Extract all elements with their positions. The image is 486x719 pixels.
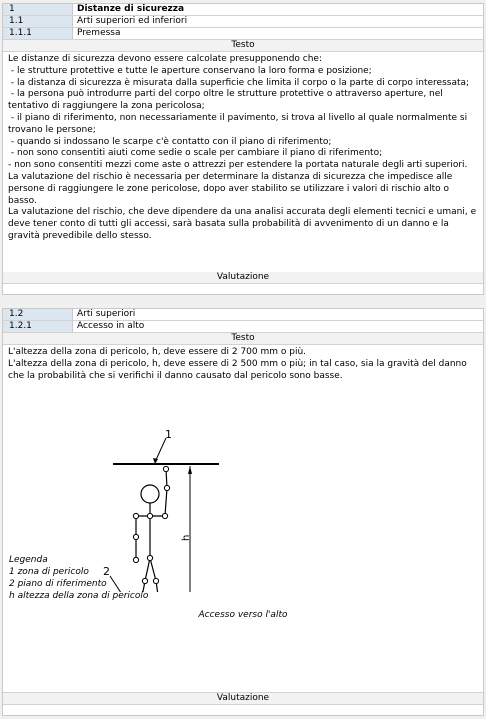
- figure-legend: [3, 554, 483, 602]
- legend-title: Legenda: [9, 555, 48, 566]
- section-number: 1.1: [3, 16, 73, 27]
- paragraph: - il piano di riferimento, non necessariamente il pavimento, si trova al livello al quale normalmente si trovano le persone;: [8, 112, 470, 135]
- valutazione-header: Valutazione: [3, 692, 483, 705]
- section-title: Arti superiori: [77, 309, 136, 319]
- paragraph: L'altezza della zona di pericolo, h, deve essere di 2 500 mm o più; in tal caso, sia la gravità del danno che la probabilità che si verifichi il danno causato dal pericolo sono basse.: [8, 358, 470, 381]
- section-title: Distanze di sicurezza: [77, 4, 185, 14]
- label-2: 2: [103, 565, 110, 579]
- label-1: 1: [165, 428, 172, 442]
- paragraph: - quando si indossano le scarpe c'è contatto con il piano di riferimento;: [8, 136, 332, 147]
- label-h: h: [181, 535, 192, 542]
- section-block-2: [2, 308, 484, 716]
- paragraph: Le distanze di sicurezza devono essere calcolate presupponendo che:: [8, 54, 322, 64]
- section-title: Premessa: [77, 28, 121, 38]
- paragraph: - la distanza di sicurezza è misurata dalla superficie che limita il corpo o la parte di corpo interessata;: [8, 77, 470, 88]
- legend-item: 1 zona di pericolo: [9, 567, 89, 578]
- testo-body: [3, 52, 483, 247]
- section-number: 1.2: [3, 309, 73, 320]
- heading-row-1-1: [3, 16, 483, 28]
- figure-caption: Accesso verso l'alto: [198, 610, 288, 621]
- paragraph: - non sono consentiti aiuti come sedie o scale per cambiare il piano di riferimento;: [8, 148, 383, 159]
- legend-item: h altezza della zona di pericolo: [9, 591, 149, 602]
- paragraph: - le strutture protettive e tutte le aperture conservano la loro forma e posizione;: [8, 65, 372, 76]
- paragraph: La valutazione del rischio, che deve dipendere da una analisi accurata degli elementi tecnici e umani, e deve tener conto di tutti gli accessi, sarà basata sulla probabilità di avvenimento di un danno e la gravità prevedibile dello stesso.: [8, 207, 479, 241]
- legend-item: 2 piano di riferimento: [9, 579, 107, 590]
- paragraph: L'altezza della zona di pericolo, h, deve essere di 2 700 mm o più.: [8, 347, 307, 357]
- section-number: 1.2.1: [3, 321, 73, 332]
- heading-row-1-2: [3, 309, 483, 321]
- heading-row-1-2-1: [3, 321, 483, 333]
- heading-row-1-1-1: [3, 28, 483, 40]
- section-number: 1: [3, 4, 73, 15]
- testo-header: Testo: [3, 333, 483, 345]
- paragraph: La valutazione del rischio è necessaria per determinare la distanza di sicurezza che impedisce alle persone di raggiungere le zone pericolose, dopo aver stabilito se utilizzare i valori di rischio alto o basso.: [8, 171, 456, 206]
- testo-body: [3, 345, 483, 382]
- testo-header: Testo: [3, 40, 483, 52]
- heading-row-1: [3, 4, 483, 16]
- leader-1: [155, 438, 166, 462]
- section-block-1: [2, 3, 484, 295]
- paragraph: - non sono consentiti mezzi come aste o attrezzi per estendere la portata naturale degli arti superiori.: [8, 160, 468, 171]
- section-number: 1.1.1: [3, 28, 73, 39]
- section-title: Arti superiori ed inferiori: [77, 16, 188, 26]
- valutazione-header: Valutazione: [3, 272, 483, 284]
- paragraph: - la persona può introdurre parti del corpo oltre le strutture protettive o attraverso aperture, nel tentativo di raggiungere la zona pericolosa;: [8, 89, 446, 112]
- section-title: Accesso in alto: [77, 321, 145, 331]
